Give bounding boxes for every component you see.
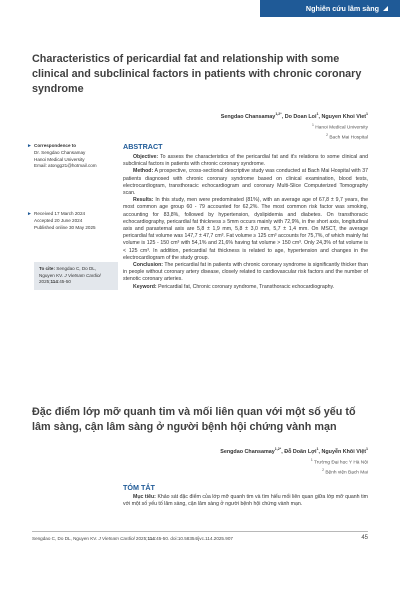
paragraph-label: Mục tiêu:	[133, 494, 156, 500]
footer-reference	[32, 536, 233, 541]
citation-box	[34, 262, 118, 290]
arrow-bullet-icon: ►	[27, 211, 32, 217]
arrow-bullet-icon: ►	[27, 143, 32, 149]
authors-vn	[220, 447, 368, 455]
dates-block	[27, 211, 114, 231]
cite-label: To cite:	[39, 266, 55, 271]
author-sup: 1,2*	[274, 447, 282, 451]
footer-divider	[32, 531, 368, 532]
affiliation	[312, 122, 368, 132]
affiliations-vn	[311, 457, 368, 476]
author-sup: 1	[366, 112, 368, 116]
paragraph-label: Keyword:	[133, 283, 157, 290]
affiliation-text: Bệnh viện Bạch Mai	[325, 470, 368, 476]
author-name: Do Doan Loi	[284, 113, 317, 120]
affiliation	[312, 132, 368, 142]
paragraph-text: Pericardial fat, Chronic coronary syndrome, Transthoracic echocardiography.	[156, 283, 335, 290]
paragraph-label: Conclusion:	[133, 262, 163, 269]
author-name: Nguyen Khoi Viet	[321, 113, 366, 120]
paragraph-label: Method:	[133, 168, 154, 175]
paragraph-text: In this study, men were predominated (81%), with an average age of 67,8 ± 9,7 years, the most common age group 60 - 79 accounted for 62,2%. The most common risk factor was smoking, accounting for 83,8%, followed by hypertension, dyslipidemia and diabetes. On transthoracic echocardiography, pericardial fat thickness ≥ 5mm occurs mainly with 72,9%, in the short axis, longitudinal axis and parasternal axis are 5,8 ± 1,9 mm, 5,8 ± 3,0 mm, 5,7 ± 1,4 mm. On MSCT, the average pericardial fat volume was 147,7 ± 47,7 cm³. Fat volume ≥ 125 cm³ accounts for 75,7%, of which mainly fat volume is 125 - 150 cm³ with 54,1% and 21,6% having fat volume > 150 cm³. Only 24,3% of fat volume is < 125 cm³. In addition, pericardial fat thickness is related to age, hypertension and changes in the electrocardiogram of the study group.	[123, 197, 368, 261]
paragraph-label: Results:	[133, 197, 154, 204]
author-sup: 1,2*	[275, 112, 282, 116]
date-published: Published online 30 May 2025	[34, 224, 96, 230]
page-number: 45	[361, 535, 368, 541]
cite-pages: :45-50	[57, 279, 71, 285]
footer-ref-prefix: Sengdao C, Do DL, Nguyen KV.	[32, 536, 99, 541]
tomtat-heading: TÓM TẮT	[123, 483, 155, 492]
footer-pages: :45-50. doi:10.58354/jvc.114.2025.907	[154, 536, 233, 541]
affiliation	[311, 467, 368, 477]
cite-text: Sengdao C, Do DL, Nguyen KV.	[39, 266, 97, 278]
abstract-paragraph	[123, 168, 368, 197]
author-sep: ,	[281, 448, 285, 455]
paragraph-text: To assess the characteristics of the pericardial fat and it's relations to some clinical and subclinical factors in patients with chronic coronary syndrome.	[123, 154, 368, 168]
paragraph-label: Objective:	[133, 154, 159, 160]
affiliation-text: Hanoi Medical University	[315, 125, 368, 131]
footer-year: 2025;	[134, 536, 148, 541]
cite-volume: 114	[50, 279, 58, 285]
affiliation-sup: 1	[310, 458, 313, 462]
article-title-en: Characteristics of pericardial fat and relationship with some clinical and subclinical factors in patients with chronic coronary syndrome	[32, 53, 362, 95]
tomtat-paragraph	[123, 494, 368, 508]
affiliation-sup: 2	[326, 132, 328, 137]
correspondence-org: Hanoi Medical University	[34, 156, 85, 162]
paragraph-text: A prospective, cross-sectional descriptive study was conducted at Bach Mai Hospital with 37 patients diagnosed with chronic coronary syndrome based on clinical examination, blood tests, electrocardiogram, transthoracic echocardiogram and coronary Multi-Slice Computerized Tomography scan.	[123, 168, 368, 197]
abstract-paragraph	[123, 262, 368, 284]
abstract-heading: ABSTRACT	[123, 142, 163, 151]
paragraph-text: The pericardial fat in patients with chronic coronary syndrome is significantly thicker than in people without coronary artery disease, closely related to cardiovascular risk factors and the number of stenotic coronary arteries.	[123, 262, 368, 283]
abstract-paragraph	[123, 284, 368, 291]
affiliations-en	[312, 122, 368, 141]
author-sup: 1	[316, 112, 319, 116]
cite-year: 2025;	[39, 279, 51, 285]
authors-en	[221, 112, 368, 120]
author-sep: ,	[281, 113, 285, 120]
paragraph-text: Khảo sát đặc điểm của lớp mỡ quanh tim và tìm hiểu mối liên quan giữa lớp mỡ quanh tim với một số yếu tố lâm sàng, cận lâm sàng ở người bệnh hội chứng vành mạn.	[123, 494, 368, 508]
affiliation-sup: 1	[311, 123, 314, 127]
section-banner	[260, 0, 400, 17]
author-name: Nguyễn Khôi Việt	[321, 448, 366, 455]
correspondence-heading: Correspondence to	[34, 143, 77, 148]
article-title-vn: Đặc điểm lớp mỡ quanh tim và mối liên quan với một số yếu tố lâm sàng, cận lâm sàng ở người bệnh hội chứng vành mạn	[32, 406, 356, 433]
correspondence-email: Email: atongg21@hotmail.com	[34, 163, 97, 169]
footer-journal: J Vietnam Cardiol	[98, 536, 135, 541]
date-accepted: Accepted 20 June 2024	[34, 217, 83, 223]
tomtat-body	[123, 494, 368, 508]
author-name: Sengdao Chansamay	[220, 113, 276, 120]
correspondence-name: Dr. Sengdao Chansamay	[34, 149, 86, 155]
footer-volume: 114	[147, 536, 155, 541]
author-name: Sengdao Chansamay	[220, 448, 275, 455]
affiliation-text: Trường Đại học Y Hà Nội	[314, 460, 368, 466]
section-label: Nghiên cứu lâm sàng	[305, 4, 379, 13]
date-received: Received 17 March 2024	[34, 211, 86, 216]
abstract-paragraph	[123, 197, 368, 262]
affiliation-text: Bach Mai Hospital	[329, 135, 368, 141]
correspondence-block	[27, 143, 114, 170]
author-sup: 1	[366, 447, 368, 451]
author-sup: 1	[316, 447, 319, 451]
abstract-paragraph	[123, 154, 368, 168]
cite-journal: J Vietnam Cardiol	[64, 272, 101, 278]
corner-triangle-icon	[383, 6, 388, 11]
author-sep: ,	[318, 113, 322, 120]
author-sep: ,	[318, 448, 322, 455]
author-name: Đỗ Doãn Lợi	[284, 448, 317, 455]
affiliation	[311, 457, 368, 467]
affiliation-sup: 2	[322, 467, 324, 472]
abstract-body	[123, 154, 368, 291]
